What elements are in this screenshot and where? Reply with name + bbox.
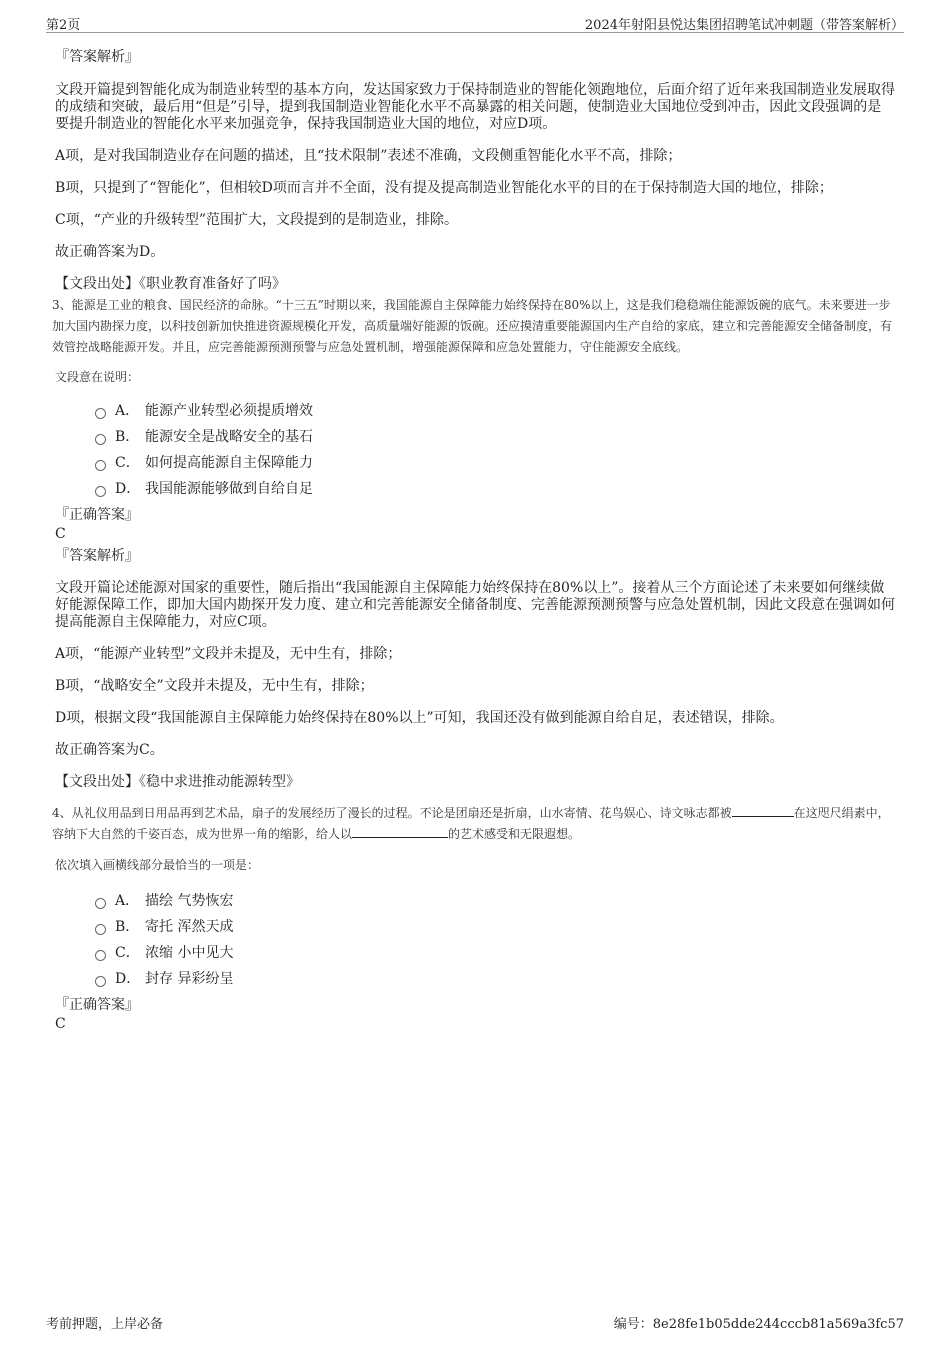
document-id: 编号：8e28fe1b05dde244cccb81a569a3fc57: [613, 1317, 904, 1332]
analysis-conclusion: 故正确答案为C。: [55, 742, 164, 758]
page-footer: [46, 1313, 904, 1332]
analysis-option-b: B项，“战略安全”文段并未提及，无中生有，排除；: [55, 678, 374, 694]
source-line: [55, 774, 895, 791]
radio-icon[interactable]: [95, 460, 106, 471]
analysis-option-a: A项，“能源产业转型”文段并未提及，无中生有，排除；: [55, 646, 402, 662]
radio-icon[interactable]: [95, 924, 106, 935]
option-d[interactable]: D． 封存 异彩纷呈: [95, 966, 895, 992]
analysis-option-a: A项，是对我国制造业存在问题的描述，且“技术限制”表述不准确，文段侧重智能化水平不高，排除；: [55, 148, 682, 164]
page-header: [46, 14, 904, 33]
radio-icon[interactable]: [95, 434, 106, 445]
radio-icon[interactable]: [95, 486, 106, 497]
correct-answer: C: [55, 1016, 66, 1032]
radio-icon[interactable]: [95, 976, 106, 987]
question-3-prompt: 文段意在说明：: [55, 370, 140, 384]
option-a[interactable]: A． 描绘 气势恢宏: [95, 888, 895, 914]
option-d[interactable]: D． 我国能源能够做到自给自足: [95, 476, 895, 502]
option-b[interactable]: B． 寄托 浑然天成: [95, 914, 895, 940]
question-4-options: [55, 888, 895, 992]
fill-blank-1: [732, 804, 794, 817]
analysis-option-d: D项，根据文段“我国能源自主保障能力始终保持在80%以上”可知，我国还没有做到能源自给自足，表述错误，排除。: [55, 710, 784, 726]
page-number: 第2页: [46, 18, 81, 33]
footer-slogan: 考前押题，上岸必备: [46, 1317, 164, 1332]
analysis-paragraph: 文段开篇提到智能化成为制造业转型的基本方向，发达国家致力于保持制造业的智能化领跑地位，后面介绍了近年来我国制造业发展取得的成绩和突破，最后用“但是”引导，提到我国制造业智能化水平不高暴露的相关问题，使制造业大国地位受到冲击，因此文段强调的是要提升制造业的智能化水平来加强竞争，保持我国制造业大国的地位，对应D项。: [55, 82, 895, 132]
document-title: 2024年射阳县悦达集团招聘笔试冲刺题（带答案解析）: [584, 18, 904, 33]
question-4-text: 4、从礼仪用品到日用品再到艺术品，扇子的发展经历了漫长的过程。不论是团扇还是折扇，山水寄情、花鸟娱心、诗文咏志都被 在这咫尺绢素中，容纳下大自然的千姿百态，成为世界一角的缩影，给人以 的艺术感受和无限遐想。: [52, 806, 890, 841]
analysis-label: 『答案解析』: [55, 49, 139, 65]
correct-answer: C: [55, 526, 66, 542]
option-b[interactable]: B． 能源安全是战略安全的基石: [95, 424, 895, 450]
fill-blank-2: [352, 825, 448, 838]
source-line: [55, 276, 895, 293]
radio-icon[interactable]: [95, 408, 106, 419]
source-title: 《稳中求进推动能源转型》: [139, 774, 300, 790]
option-a[interactable]: A． 能源产业转型必须提质增效: [95, 398, 895, 424]
radio-icon[interactable]: [95, 898, 106, 909]
answer-label: 『正确答案』: [55, 507, 139, 523]
question-3-options: [55, 398, 895, 502]
question-4-prompt: 依次填入画横线部分最恰当的一项是：: [55, 858, 260, 872]
source-label: 【文段出处】: [55, 276, 139, 292]
analysis-option-c: C项，“产业的升级转型”范围扩大，文段提到的是制造业，排除。: [55, 212, 459, 228]
page-content: [52, 46, 895, 1033]
source-title: 《职业教育准备好了吗》: [139, 276, 286, 292]
analysis-conclusion: 故正确答案为D。: [55, 244, 165, 260]
radio-icon[interactable]: [95, 950, 106, 961]
question-3-text: 3、能源是工业的粮食、国民经济的命脉。“十三五”时期以来，我国能源自主保障能力始终保持在80%以上，这是我们稳稳端住能源饭碗的底气。未来要进一步加大国内勘探力度，以科技创新加快推进资源规模化开发，高质量端好能源的饭碗。还应摸清重要能源国内生产自给的家底，建立和完善能源安全储备制度，有效管控战略能源开发。并且，应完善能源预测预警与应急处置机制，增强能源保障和应急处置能力，守住能源安全底线。: [52, 298, 893, 354]
analysis-paragraph: 文段开篇论述能源对国家的重要性，随后指出“我国能源自主保障能力始终保持在80%以上”。接着从三个方面论述了未来要如何继续做好能源保障工作，即加大国内勘探开发力度、建立和完善能源安全储备制度、完善能源预测预警与应急处置机制，因此文段意在强调如何提高能源自主保障能力，对应C项。: [55, 580, 895, 630]
analysis-option-b: B项，只提到了“智能化”，但相较D项而言并不全面，没有提及提高制造业智能化水平的目的在于保持制造大国的地位，排除；: [55, 180, 833, 196]
option-c[interactable]: C． 如何提高能源自主保障能力: [95, 450, 895, 476]
source-label: 【文段出处】: [55, 774, 139, 790]
answer-label: 『正确答案』: [55, 997, 139, 1013]
option-c[interactable]: C． 浓缩 小中见大: [95, 940, 895, 966]
analysis-label: 『答案解析』: [55, 548, 139, 564]
